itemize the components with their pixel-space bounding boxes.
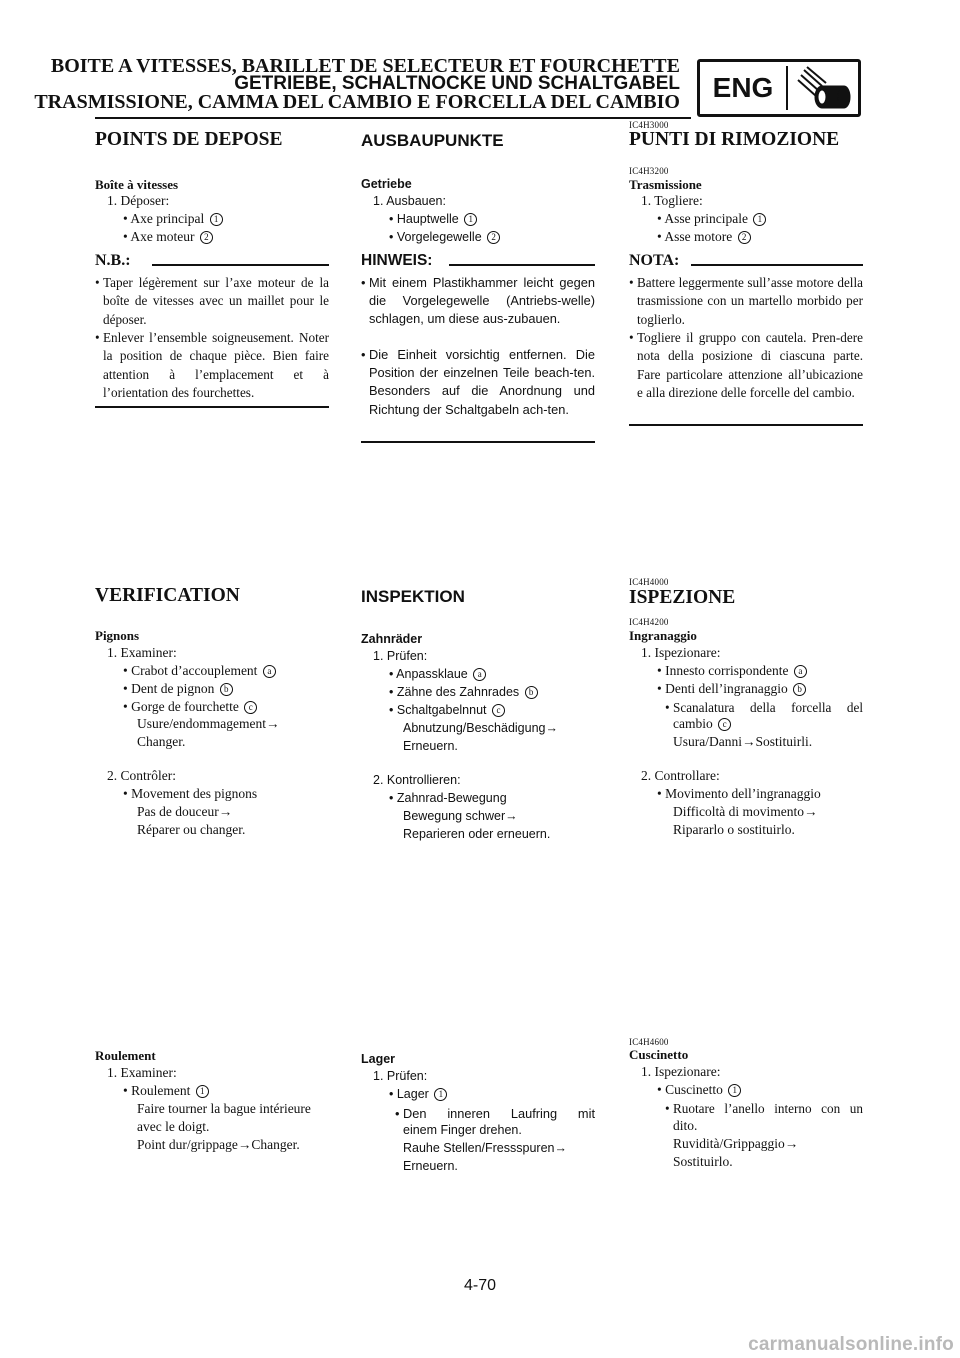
list-item: • Movimento dell’ingranaggio (657, 786, 821, 801)
step-inspect-bearing-it: 1. Ispezionare: (641, 1064, 721, 1079)
subheading-bearing-de: Lager (361, 1052, 396, 1066)
list-item: • Denti dell’ingranaggio b (657, 681, 806, 697)
note-title-fr: N.B.: (95, 252, 131, 269)
header-rule (95, 117, 691, 119)
result-line: • Den inneren Laufring mit (403, 1105, 595, 1123)
result-line: einem Finger drehen. (403, 1123, 522, 1137)
list-item: • Roulement 1 (123, 1083, 209, 1099)
subheading-gears-it: Ingranaggio (629, 628, 697, 643)
step-remove-fr: 1. Déposer: (107, 193, 170, 208)
subheading-gears-fr: Pignons (95, 628, 140, 643)
result-line: dito. (673, 1118, 698, 1133)
result-line: Faire tourner la bague intérieure (137, 1101, 311, 1116)
subheading-gears-de: Zahnräder (361, 632, 423, 646)
list-item: • Crabot d’accouplement a (123, 663, 276, 679)
subheading-bearing-fr: Roulement (95, 1048, 156, 1063)
section-title-inspection-fr: VERIFICATION (95, 585, 240, 606)
list-item: • Dent de pignon b (123, 681, 233, 697)
result-line: Rauhe Stellen/Fressspuren→ (403, 1141, 567, 1155)
result-line: Ruvidità/Grippaggio→ (673, 1136, 799, 1151)
list-item: • Anpassklaue a (389, 667, 486, 681)
list-item: • Asse motore 2 (657, 229, 751, 245)
page-number: 4-70 (463, 1277, 497, 1294)
section-title-removal-it: PUNTI DI RIMOZIONE (629, 129, 840, 150)
result-line: Point dur/grippage→Changer. (137, 1137, 300, 1152)
eng-badge (697, 59, 861, 117)
list-item-cont: cambio c (673, 716, 731, 732)
list-item: • Innesto corrispondente a (657, 663, 807, 679)
section-code: IC4H3000 (629, 120, 669, 130)
result-line: Sostituirlo. (673, 1154, 733, 1169)
header-title-de: GETRIEBE, SCHALTNOCKE UND SCHALTGABEL (234, 73, 680, 94)
list-item: • Asse principale 1 (657, 211, 766, 227)
step-inspect-de: 1. Prüfen: (373, 649, 428, 663)
result-line: Changer. (137, 734, 186, 749)
note-rule-bottom (629, 424, 863, 426)
result-line: Bewegung schwer→ (403, 809, 518, 823)
subheading-bearing-it: Cuscinetto (629, 1047, 689, 1062)
result-line: avec le doigt. (137, 1119, 210, 1134)
step-inspect-fr: 1. Examiner: (107, 645, 177, 660)
note-rule-bottom (95, 406, 329, 408)
list-item: • Scanalatura della forcella del (673, 699, 863, 717)
step-inspect-bearing-de: 1. Prüfen: (373, 1069, 428, 1083)
list-item: • Axe moteur 2 (123, 229, 213, 245)
list-item: • Vorgelegewelle 2 (389, 230, 500, 244)
step-check-de: 2. Kontrollieren: (373, 773, 461, 787)
result-line: Réparer ou changer. (137, 822, 246, 837)
step-inspect-it: 1. Ispezionare: (641, 645, 721, 660)
result-line: Usura/Danni→Sostituirli. (673, 734, 813, 749)
subheading-transmission-fr: Boîte à vitesses (95, 177, 179, 192)
list-item: • Zähne des Zahnrades b (389, 685, 538, 699)
watermark: carmanualsonline.info (748, 1334, 954, 1355)
result-line: Reparieren oder erneuern. (403, 827, 551, 841)
note-bullet: • Die Einheit vorsichtig entfernen. Die Position der einzelnen Teile beach-ten. Besonders auf die Anordnung und Richtung der Schaltgabeln ach-ten. (369, 346, 595, 419)
header-title-it: TRASMISSIONE, CAMMA DEL CAMBIO E FORCELLA DEL CAMBIO (34, 91, 680, 113)
result-line: Ripararlo o sostituirlo. (673, 822, 795, 837)
note-bullet: • Enlever l’ensemble soigneusement. Noter la position de chaque pièce. Bien faire attention à l’emplacement et à l’orientation des fourchettes. (103, 329, 329, 403)
note-rule-top (152, 264, 329, 266)
section-code: IC4H4000 (629, 577, 669, 587)
note-rule-top (449, 264, 595, 266)
note-title-de: HINWEIS: (361, 252, 433, 269)
result-line: Pas de douceur→ (137, 804, 233, 819)
list-item: • Axe principal 1 (123, 211, 223, 227)
step-remove-de: 1. Ausbauen: (373, 194, 446, 208)
result-line: Erneuern. (403, 1159, 458, 1173)
note-bullet: • Taper légèrement sur l’axe moteur de la boîte de vitesses avec un maillet pour le déposer. (103, 274, 329, 329)
section-code: IC4H4600 (629, 1037, 669, 1047)
list-item: • Hauptwelle 1 (389, 212, 477, 226)
list-item: • Gorge de fourchette c (123, 699, 257, 715)
note-rule-bottom (361, 441, 595, 443)
section-code: IC4H3200 (629, 166, 669, 176)
step-check-it: 2. Controllare: (641, 768, 720, 783)
header-title-fr: BOITE A VITESSES, BARILLET DE SELECTEUR ET FOURCHETTE (50, 55, 680, 77)
step-check-fr: 2. Contrôler: (107, 768, 176, 783)
section-title-removal-de: AUSBAUPUNKTE (361, 131, 504, 150)
section-title-inspection-it: ISPEZIONE (629, 587, 736, 608)
section-title-removal-fr: POINTS DE DEPOSE (95, 129, 283, 150)
result-line: Erneuern. (403, 739, 458, 753)
subheading-transmission-de: Getriebe (361, 177, 412, 191)
note-bullet: • Togliere il gruppo con cautela. Pren-dere nota della posizione di ciascuna parte. Fare particolare attenzione all’ubicazione e alla direzione delle forcelle del cambio. (637, 329, 863, 403)
subheading-transmission-it: Trasmissione (629, 177, 702, 192)
result-line: Abnutzung/Beschädigung→ (403, 721, 558, 735)
engine-bolt-icon (792, 64, 858, 114)
result-line: Difficoltà di movimento→ (673, 804, 818, 819)
list-item: • Zahnrad-Bewegung (389, 791, 507, 805)
list-item: • Cuscinetto 1 (657, 1082, 741, 1098)
eng-badge-label: ENG (712, 72, 774, 103)
result-line: Usure/endommagement→ (137, 716, 280, 731)
step-remove-it: 1. Togliere: (641, 193, 703, 208)
list-item: • Movement des pignons (123, 786, 258, 801)
eng-badge-divider (786, 66, 788, 110)
note-bullet: • Battere leggermente sull’asse motore della trasmissione con un martello morbido per toglierlo. (637, 274, 863, 329)
section-code: IC4H4200 (629, 617, 669, 627)
note-rule-top (691, 264, 863, 266)
section-title-inspection-de: INSPEKTION (361, 587, 465, 606)
list-item: • Lager 1 (389, 1087, 447, 1101)
step-inspect-bearing-fr: 1. Examiner: (107, 1065, 177, 1080)
result-line: • Ruotare l’anello interno con un (673, 1100, 863, 1118)
note-bullet: • Mit einem Plastikhammer leicht gegen die Vorgelegewelle (Antriebs-welle) schlagen, um diese aus-zubauen. (369, 274, 595, 329)
list-item: • Schaltgabelnnut c (389, 703, 505, 717)
note-title-it: NOTA: (629, 252, 680, 269)
